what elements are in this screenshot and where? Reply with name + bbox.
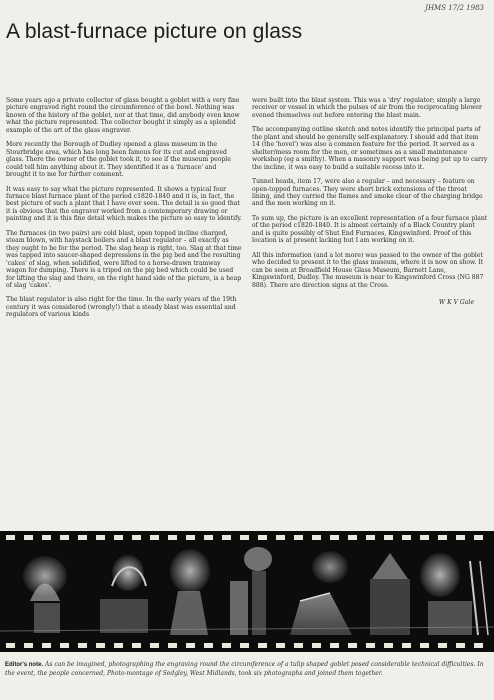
paragraph: All this information (and a lot more) was passed to the owner of the goblet who decided to present it to the glass museum, where it is now on show. It can be seen at Broadfield House Glass Museum, Barnett Lane, Kingswinford, Dudley. The museum is near to Kingswinford Cross (NG 887 888). There are direction signs at the Cross. [252,251,484,289]
photomontage-image [0,531,494,652]
journal-reference: JHMS 17/2 1983 [425,4,484,12]
paragraph: The blast regulator is also right for the time. In the early years of the 19th century it was considered (wrongly!) that a steady blast was essential and regulators of various kinds [6,296,237,319]
goblet-engraving-photomontage [0,531,494,652]
paragraph: More recently the Borough of Dudley opened a glass museum in the Stourbridge area, which has long been famous for its cut and engraved glass. There the owner of the goblet took it, to see if the museum people could tell him anything about it. They identified it as a 'furnace' and brought it to me for further comment. [6,141,231,179]
paragraph: To sum up, the picture is an excellent representation of a four furnace plant of the period c1820-1840. It is almost certainly of a Black Country plant and is quite possibly of Shut End Furnaces, Kingswinford. Proof of this location is at present lacking but I am working on it. [252,214,488,245]
paragraph: The furnaces (in two pairs) are cold blast, open topped incline charged, steam blown, with haystack boilers and a blast regulator – all exactly as they ought to be for the period. The slag heap is right, too. Slag at that time was tapped into saucer-shaped depressions in the pig bed and the resulting 'cakes' of slag, when solidified, were lifted to a horse-drawn tramway wagon for dumping. There is a tripod on the pig bed which could be used for lifting the slag and there, on the right hand side of the picture, is a heap of slag 'cakes'. [6,229,242,289]
editors-note-label: Editor's note. [5,662,44,668]
paragraph: Tunnel heads, item 17, were also a regular – and necessary – feature on open-topped furnaces. They were short brick extensions of the throat lining, and they carried the flames and smoke clear of the charging bridge and the men working on it. [252,178,483,208]
article-title: A blast-furnace picture on glass [6,20,303,43]
column-right [252,97,488,527]
paragraph: Some years ago a private collector of glass bought a goblet with a very fine picture engraved right round the circumference of the bowl. Nothing was known of the history of the goblet, nor at that time, did anybody even know what the picture represented. The collector bought it simply as a splendid example of the art of the glass engraver. [6,97,240,134]
author-signature: W K V Gale [438,298,474,306]
editors-note [5,661,489,677]
column-left [6,97,242,527]
article-body [6,97,488,527]
paragraph: were built into the blast system. This was a 'dry' regulator; simply a large receiver or vessel in which the pulses of air from the reciprocating blower evened themselves out before entering the blast main. [252,97,482,119]
paragraph: It was easy to say what the picture represented. It shows a typical four furnace blast furnace plant of the period c1820-1840 and it is, in fact, the best picture of such a plant that I have ever seen. The detail is so good that it is obvious that the engraver worked from a contemporary drawing or painting and it is this fine detail which makes the picture so easy to identify. [6,185,242,223]
paragraph: The accompanying outline sketch and notes identify the principal parts of the plant and should be generally self-explanatory. I should add that item 14 (the 'hovel') was also a common feature for the period. It served as a shelter/mess room for the men, or sometimes as a small maintenance workshop (eg a smithy). When a masonry support was being put up to carry the incline, it was easy to build a suitable recess into it. [252,126,488,171]
editors-note-text: As can be imagined, photographing the engraving round the circumference of a tulip shaped goblet posed considerable technical difficulties. In the event, the people concerned, Photo-montage of Sedgley, West Midlands, took six photographs and joined them together. [5,661,484,677]
